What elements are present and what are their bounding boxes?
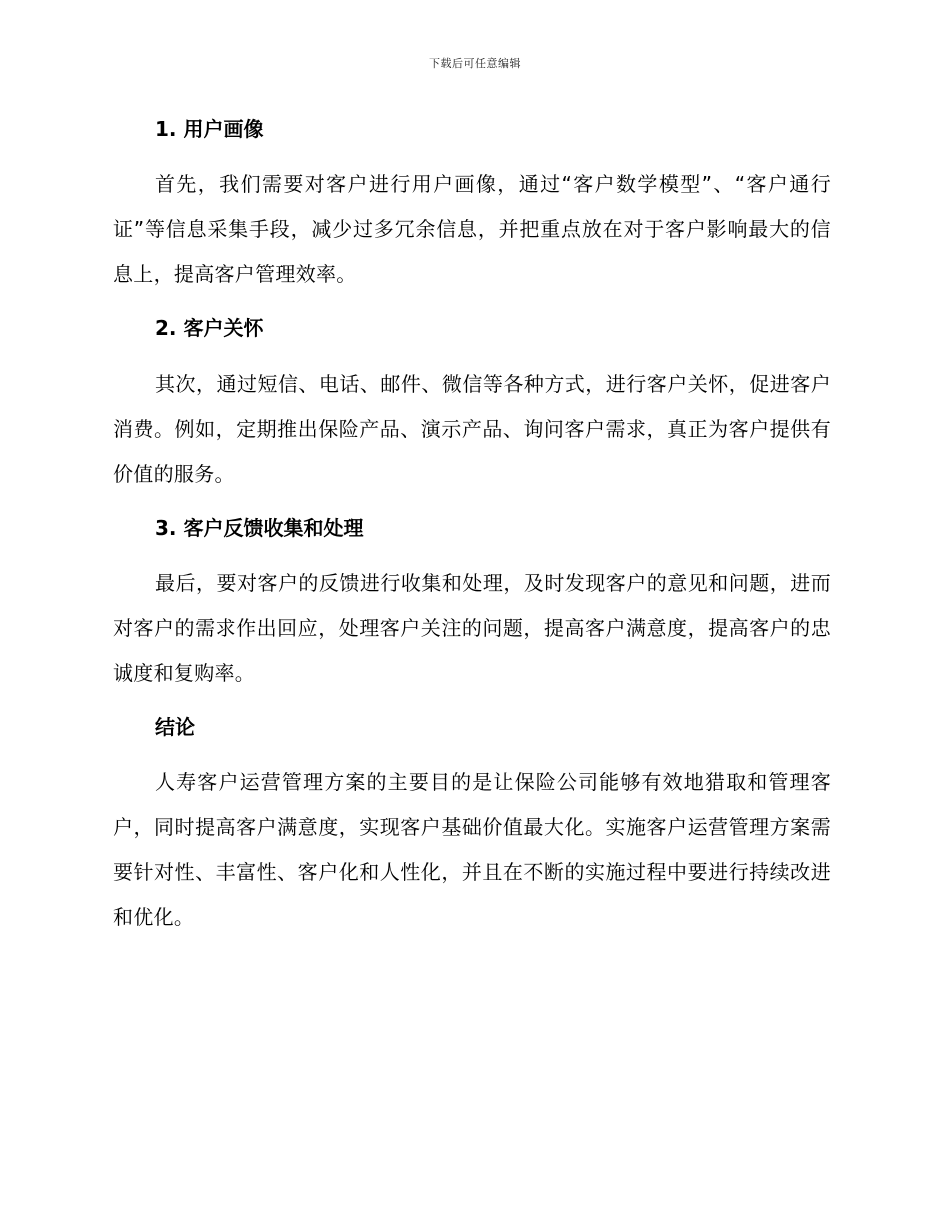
section-heading-customer-care: 2. 客户关怀 [155,316,264,340]
section-heading-feedback: 3. 客户反馈收集和处理 [155,516,364,540]
page-header-note: 下载后可任意编辑 [429,57,521,70]
section-heading-conclusion: 结论 [155,715,195,739]
section-paragraph-user-profile: 首先，我们需要对客户进行用户画像，通过“客户数学模型”、“客户通行证”等信息采集手段，减少过多冗余信息，并把重点放在对于客户影响最大的信息上，提高客户管理效率。 [113,172,831,286]
section-paragraph-feedback: 最后，要对客户的反馈进行收集和处理，及时发现客户的意见和问题，进而对客户的需求作出回应，处理客户关注的问题，提高客户满意度，提高客户的忠诚度和复购率。 [113,571,831,685]
document-body [113,112,831,940]
section-heading-user-profile: 1. 用户画像 [155,117,264,141]
section-paragraph-conclusion: 人寿客户运营管理方案的主要目的是让保险公司能够有效地猎取和管理客户，同时提高客户满意度，实现客户基础价值最大化。实施客户运营管理方案需要针对性、丰富性、客户化和人性化，并且在不断的实施过程中要进行持续改进和优化。 [113,770,831,929]
section-paragraph-customer-care: 其次，通过短信、电话、邮件、微信等各种方式，进行客户关怀，促进客户消费。例如，定期推出保险产品、演示产品、询问客户需求，真正为客户提供有价值的服务。 [113,372,831,486]
